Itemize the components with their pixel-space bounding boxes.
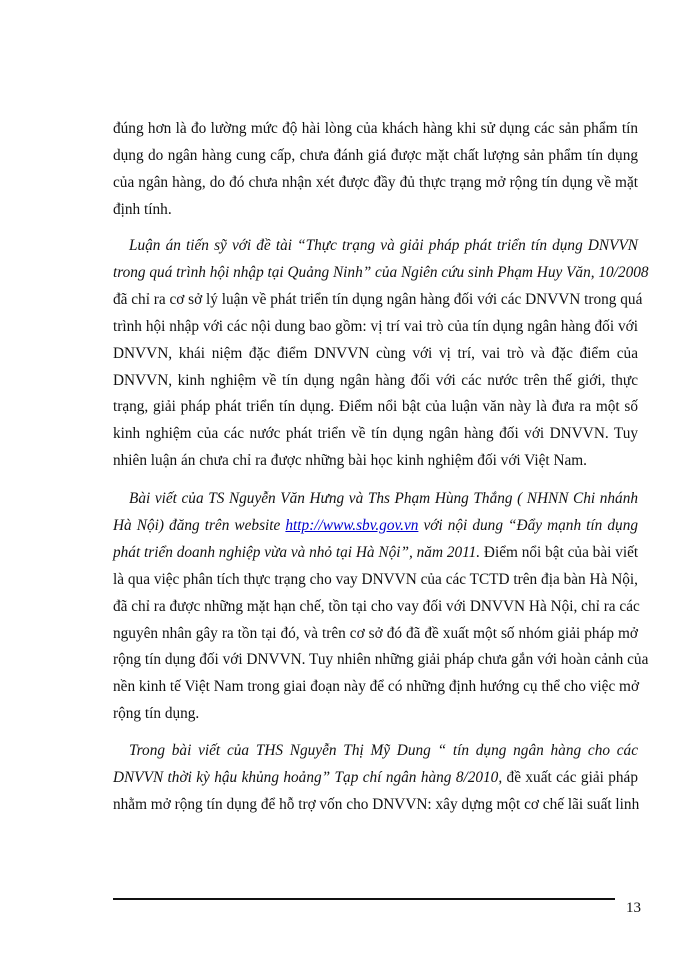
paragraph-2 — [113, 233, 649, 475]
text-line — [113, 738, 638, 765]
italic-text: DNVVN thời kỳ hậu khủng hoảng” Tạp chí ngân hàng 8/2010, — [113, 768, 503, 786]
text-segment: dụng do ngân hàng cung cấp, chưa đánh giá được mặt chất lượng sản phẩm tín dụng — [113, 146, 638, 164]
text-segment: đúng hơn là đo lường mức độ hài lòng của khách hàng khi sử dụng các sản phẩm tín — [113, 120, 638, 137]
text-line — [113, 394, 638, 421]
text-segment: nền kinh tế Việt Nam trong giai đoạn này để có những định hướng cụ thể cho việc mở — [113, 678, 640, 696]
text-line — [113, 197, 638, 224]
text-segment: Điểm nổi bật của bài viết — [480, 543, 639, 561]
text-segment: của ngân hàng, do đó chưa nhận xét được đầy đủ thực trạng mở rộng tín dụng về mặt — [113, 173, 638, 191]
paragraph-3 — [113, 486, 649, 728]
page-number: 13 — [626, 900, 641, 916]
website-link[interactable]: http://www.sbv.gov.vn — [285, 516, 419, 534]
text-line — [113, 233, 638, 260]
text-line — [113, 701, 638, 728]
italic-text: Hà Nội) đăng trên website — [113, 516, 286, 534]
text-line — [113, 594, 638, 621]
text-segment: là qua việc phân tích thực trạng cho vay DNVVN của các TCTD trên địa bàn Hà Nội, — [113, 570, 638, 588]
text-segment: trạng, giải pháp phát triển tín dụng. Điểm nổi bật của luận văn này là đưa ra một số — [113, 398, 638, 416]
text-segment: đã chỉ ra cơ sở lý luận về phát triển tín dụng ngân hàng đối với các DNVVN trong quá — [113, 290, 643, 308]
text-line — [113, 647, 649, 674]
text-segment: đề xuất các giải pháp — [502, 768, 638, 786]
text-segment: kinh nghiệm của các nước phát triển về tín dụng ngân hàng đối với DNVVN. Tuy — [113, 425, 638, 443]
text-line — [113, 143, 638, 170]
text-segment: trình hội nhập với các nội dung bao gồm: vị trí vai trò của tín dụng ngân hàng đối với — [113, 317, 638, 335]
text-line — [113, 421, 638, 448]
italic-text: Luận án tiến sỹ với đề tài “Thực trạng và giải pháp phát triển tín dụng DNVVN — [129, 237, 638, 254]
footer-rule — [113, 898, 615, 900]
text-segment: nhiên luận án chưa chỉ ra được những bài học kinh nghiệm đối với Việt Nam. — [113, 452, 588, 470]
text-line — [113, 287, 643, 314]
italic-text: với nội dung “Đẩy mạnh tín dụng — [418, 516, 638, 534]
text-line — [113, 513, 638, 540]
italic-text: Trong bài viết của THS Nguyễn Thị Mỹ Dung “ tín dụng ngân hàng cho các — [129, 742, 638, 759]
text-segment: định tính. — [113, 200, 172, 218]
text-line — [113, 792, 638, 819]
text-line — [113, 540, 638, 567]
text-segment: rộng tín dụng. — [113, 705, 200, 723]
text-line — [113, 621, 638, 648]
text-line — [113, 116, 638, 143]
text-segment: đã chỉ ra được những mặt hạn chế, tồn tại cho vay đối với DNVVN Hà Nội, chỉ ra các — [113, 597, 640, 615]
text-segment: rộng tín dụng đối với DNVVN. Tuy nhiên những giải pháp chưa gắn với hoàn cảnh của — [113, 651, 649, 669]
paragraph-4 — [113, 738, 638, 819]
text-segment: DNVVN, kinh nghiệm về tín dụng ngân hàng đối với các nước trên thế giới, thực — [113, 371, 638, 389]
paragraph-1 — [113, 116, 638, 224]
text-line — [113, 314, 638, 341]
text-line — [113, 260, 649, 287]
italic-text: Bài viết của TS Nguyễn Văn Hưng và Ths Phạm Hùng Thắng ( NHNN Chi nhánh — [129, 490, 638, 507]
text-line — [113, 170, 638, 197]
text-line — [113, 674, 638, 701]
italic-text: trong quá trình hội nhập tại Quảng Ninh” của Ngiên cứu sinh Phạm Huy Văn, 10/2008 — [113, 263, 649, 281]
text-line — [113, 448, 638, 475]
italic-text: phát triển doanh nghiệp vừa và nhỏ tại Hà Nội”, năm 2011. — [113, 543, 481, 561]
text-line — [113, 368, 638, 395]
text-line — [113, 765, 638, 792]
text-line — [113, 341, 638, 368]
text-segment: nhằm mở rộng tín dụng để hỗ trợ vốn cho DNVVN: xây dựng một cơ chế lãi suất linh — [113, 795, 640, 813]
text-segment: nguyên nhân gây ra tồn tại đó, và trên cơ sở đó đã đề xuất một số nhóm giải pháp mở — [113, 624, 638, 642]
text-line — [113, 486, 638, 513]
text-segment: DNVVN, khái niệm đặc điểm DNVVN cùng với vị trí, vai trò và đặc điểm của — [113, 344, 638, 362]
text-line — [113, 567, 638, 594]
